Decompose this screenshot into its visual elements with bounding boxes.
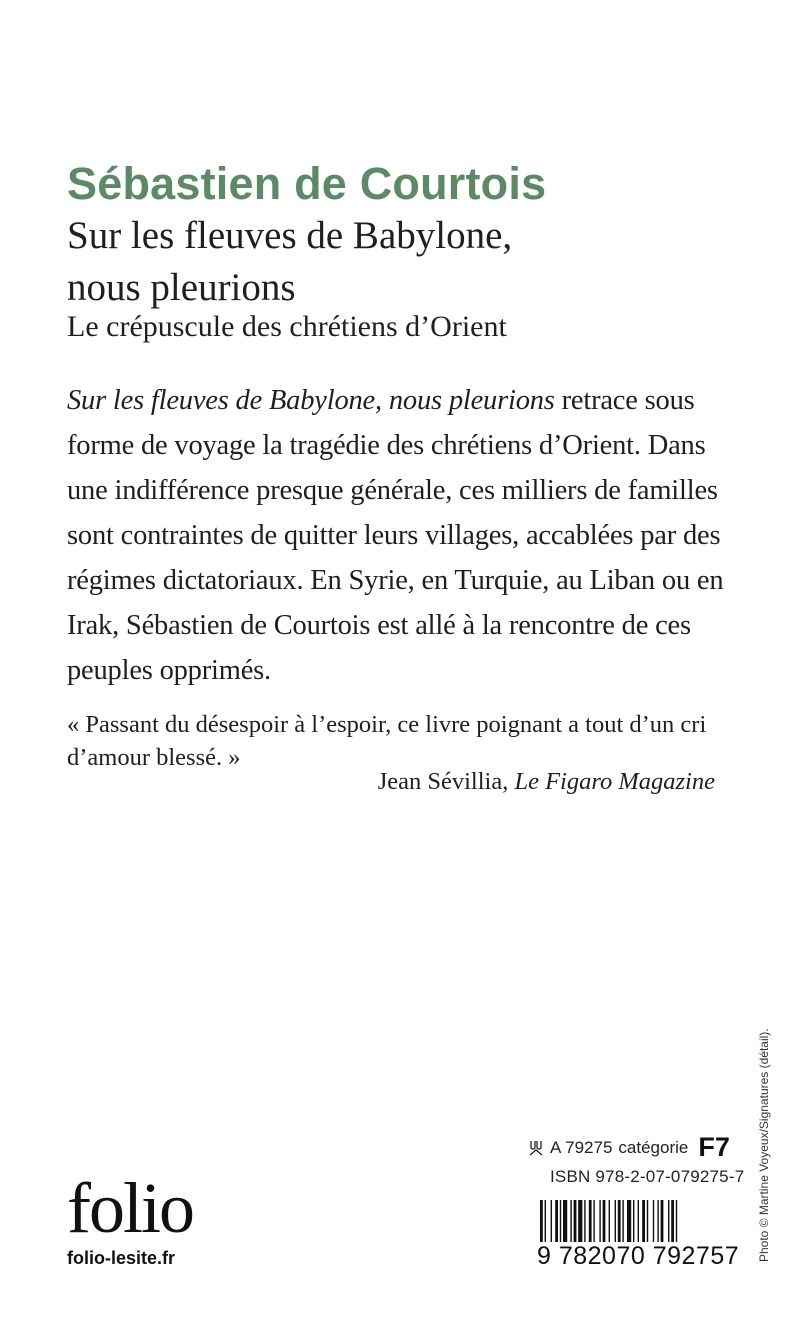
author-name: Sébastien de Courtois (67, 158, 547, 209)
title-line-1: Sur les fleuves de Babylone, (67, 214, 513, 257)
title-line-2: nous pleurions (67, 266, 296, 309)
quote-author: Jean Sévillia, (377, 768, 515, 795)
photo-credit: Photo © Martine Voyeux/Signatures (détail). (757, 1028, 771, 1262)
barcode-digits: 9 782070 792757 (537, 1242, 740, 1270)
category-label: catégorie (618, 1137, 689, 1157)
blurb-italic-title: Sur les fleuves de Babylone, nous pleurions (67, 385, 555, 416)
quote-attribution (378, 768, 715, 796)
book-title (67, 210, 512, 314)
book-subtitle: Le crépuscule des chrétiens d’Orient (67, 310, 507, 343)
category-code: F7 (698, 1132, 730, 1162)
blurb-text: retrace sous forme de voyage la tragédie des chrétiens d’Orient. Dans une indifférence presque générale, ces milliers de familles sont contraintes de quitter leurs villages, accablées par des régimes dictatoriaux. En Syrie, en Turquie, au Liban ou en Irak, Sébastien de Courtois est allé à la rencontre de ces peuples opprimés. (67, 385, 724, 686)
blurb-paragraph (67, 378, 727, 693)
press-quote: « Passant du désespoir à l’espoir, ce livre poignant a tout d’un cri d’amour blessé. » (67, 711, 707, 771)
folio-logo: folio (67, 1168, 193, 1248)
catalog-codes (528, 1132, 744, 1187)
publisher-site: folio-lesite.fr (67, 1248, 176, 1268)
folio-mark-icon (528, 1140, 544, 1156)
quote-source: Le Figaro Magazine (514, 768, 715, 795)
catalog-number: A 79275 (550, 1137, 613, 1157)
isbn-text: ISBN 978-2-07-079275-7 (550, 1167, 745, 1186)
